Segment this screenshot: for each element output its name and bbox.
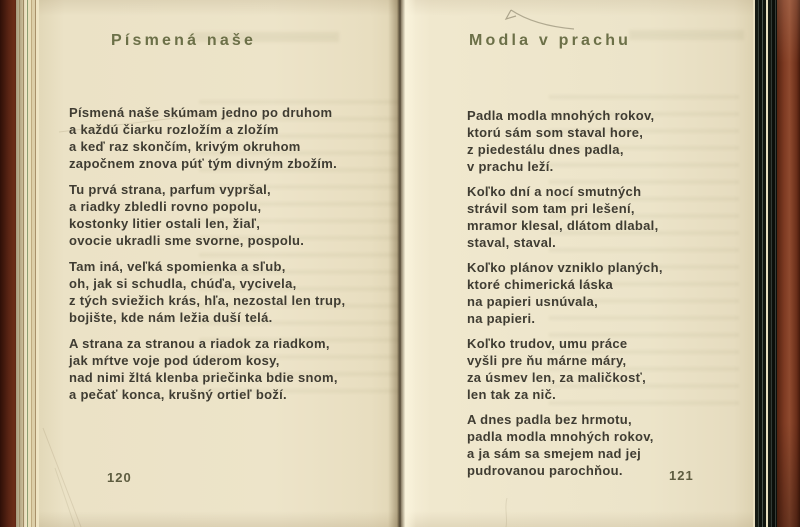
poem-line: na papieri.: [467, 311, 536, 326]
poem-line: Koľko dní a nocí smutných: [467, 184, 642, 199]
poem-line: na papieri usnúvala,: [467, 294, 598, 309]
poem-line: bojište, kde nám ležia duší telá.: [69, 310, 273, 325]
poem-line: oh, jak si schudla, chúďa, vycivela,: [69, 276, 297, 291]
poem-line: za úsmev len, za maličkosť,: [467, 370, 647, 385]
stanza: [69, 104, 345, 172]
poem-line: vyšli pre ňu márne máry,: [467, 353, 627, 368]
poem-line: z piedestálu dnes padla,: [467, 142, 624, 157]
poem-line: a ja sám sa smejem nad jej: [467, 446, 642, 461]
right-poem: [467, 107, 663, 487]
stanza: [467, 107, 663, 175]
stanza: [467, 183, 663, 251]
stanza: [69, 181, 345, 249]
book-cover-right: [777, 0, 800, 527]
poem-line: Tu prvá strana, parfum vypršal,: [69, 182, 271, 197]
poem-line: a riadky zbledli rovno popolu,: [69, 199, 262, 214]
poem-line: Koľko trudov, umu práce: [467, 336, 628, 351]
poem-line: v prachu leží.: [467, 159, 554, 174]
left-page-title: Písmená naše: [111, 32, 257, 49]
poem-line: Padla modla mnohých rokov,: [467, 108, 655, 123]
left-page-number: 120: [107, 470, 132, 485]
poem-line: ovocie ukradli sme svorne, pospolu.: [69, 233, 305, 248]
stanza: [467, 411, 663, 479]
poem-line: a každú čiarku rozložím a zložím: [69, 122, 279, 137]
poem-line: pudrovanou parochňou.: [467, 463, 623, 478]
poem-line: mramor klesal, dlátom dlabal,: [467, 218, 659, 233]
poem-line: padla modla mnohých rokov,: [467, 429, 654, 444]
right-page-title: Modla v prachu: [469, 32, 632, 49]
poem-line: a keď raz skončím, krivým okruhom: [69, 139, 301, 154]
book-gutter: [388, 0, 416, 527]
poem-line: A strana za stranou a riadok za riadkom,: [69, 336, 330, 351]
poem-line: kostonky litier ostali len, žiaľ,: [69, 216, 261, 231]
right-page: [399, 0, 755, 527]
stanza: [69, 335, 345, 403]
page-edges-left: [16, 0, 41, 527]
bleed-through-title-right: [629, 28, 744, 43]
page-edges-right: [753, 0, 779, 527]
left-page: [39, 0, 399, 527]
poem-line: strávil som tam pri lešení,: [467, 201, 635, 216]
poem-line: nad nimi žltá klenba priečinka bdie snom,: [69, 370, 338, 385]
poem-line: A dnes padla bez hrmotu,: [467, 412, 632, 427]
right-page-number: 121: [669, 468, 694, 483]
poem-line: započnem znova púť tým divným zbožím.: [69, 156, 337, 171]
poem-line: staval, staval.: [467, 235, 557, 250]
poem-line: len tak za nič.: [467, 387, 557, 402]
poem-line: ktoré chimerická láska: [467, 277, 614, 292]
poem-line: a pečať konca, krušný ortieľ boží.: [69, 387, 287, 402]
poem-line: jak mŕtve voje pod úderom kosy,: [69, 353, 280, 368]
poem-line: Koľko plánov vzniklo planých,: [467, 260, 663, 275]
stanza: [69, 258, 345, 326]
stanza: [467, 335, 663, 403]
poem-line: Tam iná, veľká spomienka a sľub,: [69, 259, 286, 274]
poem-line: Písmená naše skúmam jedno po druhom: [69, 105, 333, 120]
stanza: [467, 259, 663, 327]
poem-line: z tých sviežich krás, hľa, nezostal len trup,: [69, 293, 346, 308]
left-poem: [69, 104, 345, 412]
poem-line: ktorú sám som staval hore,: [467, 125, 644, 140]
